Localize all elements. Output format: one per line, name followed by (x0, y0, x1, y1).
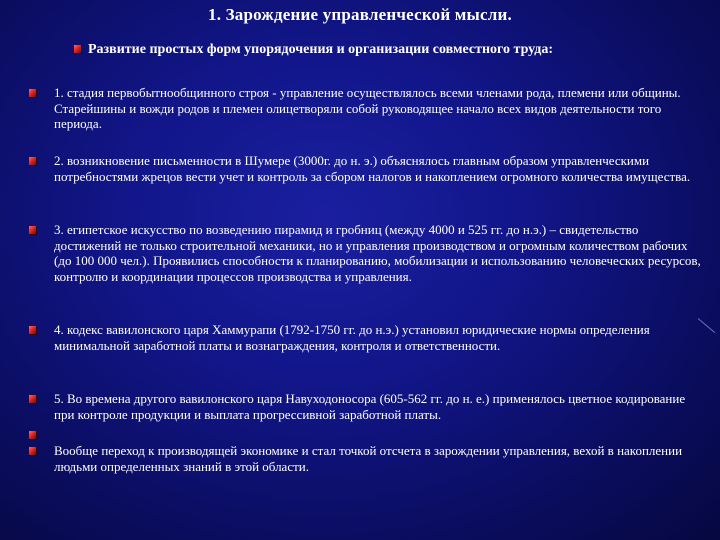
list-item-text: 3. египетское искусство по возведению пирамид и гробниц (между 4000 и 525 гг. до н.э.) – свидетельство достижений не только строительной механики, но и управления производством и огромным количеством рабочих (до 100 000 чел.). Проявились способности к планированию, мобилизации и использованию человеческих ресурсов, контролю и координации процессов производства и управления. (54, 222, 701, 284)
list-item-text: 5. Во времена другого вавилонского царя Навуходоносора (605-562 гг. до н. е.) применялось цветное кодирование при контроле продукции и выплата прогрессивной заработной платы. (54, 391, 686, 422)
list-item-text: Вообще переход к производящей экономике и стал точкой отсчета в зарождении управления, вехой в накоплении людьми определенных знаний в этой области. (54, 443, 683, 474)
slide-title: 1. Зарождение управленческой мысли. (208, 5, 512, 24)
subtitle-text: Развитие простых форм упорядочения и организации совместного труда: (88, 42, 554, 57)
list-item (54, 153, 704, 184)
list-item (54, 222, 704, 284)
subtitle (88, 42, 708, 58)
list-item (54, 391, 704, 422)
list-item (54, 85, 704, 132)
bullet-icon (74, 45, 81, 53)
bullet-icon (29, 157, 36, 165)
list-item-text: 4. кодекс вавилонского царя Хаммурапи (1792-1750 гг. до н.э.) установил юридические нормы определения минимальной заработной платы и вознаграждения, контроля и ответственности. (54, 322, 650, 353)
list-item-text: 2. возникновение письменности в Шумере (3000г. до н. э.) объяснялось главным образом управленческими потребностями жрецов вести учет и контроль за сбором налогов и накоплением огромного количества имущества. (54, 153, 691, 184)
bullet-icon (29, 226, 36, 234)
list-item-text: 1. стадия первобытнообщинного строя - управление осуществлялось всеми членами рода, племени или общины. Старейшины и вожди родов и племен олицетворяли собой руководящее начало всех видов деятельности того периода. (54, 85, 681, 131)
list-item (54, 322, 704, 353)
bullet-icon (29, 431, 36, 439)
bullet-icon (29, 447, 36, 455)
bullet-icon (29, 326, 36, 334)
bullet-icon (29, 395, 36, 403)
list-item (54, 443, 704, 474)
bullet-icon (29, 89, 36, 97)
